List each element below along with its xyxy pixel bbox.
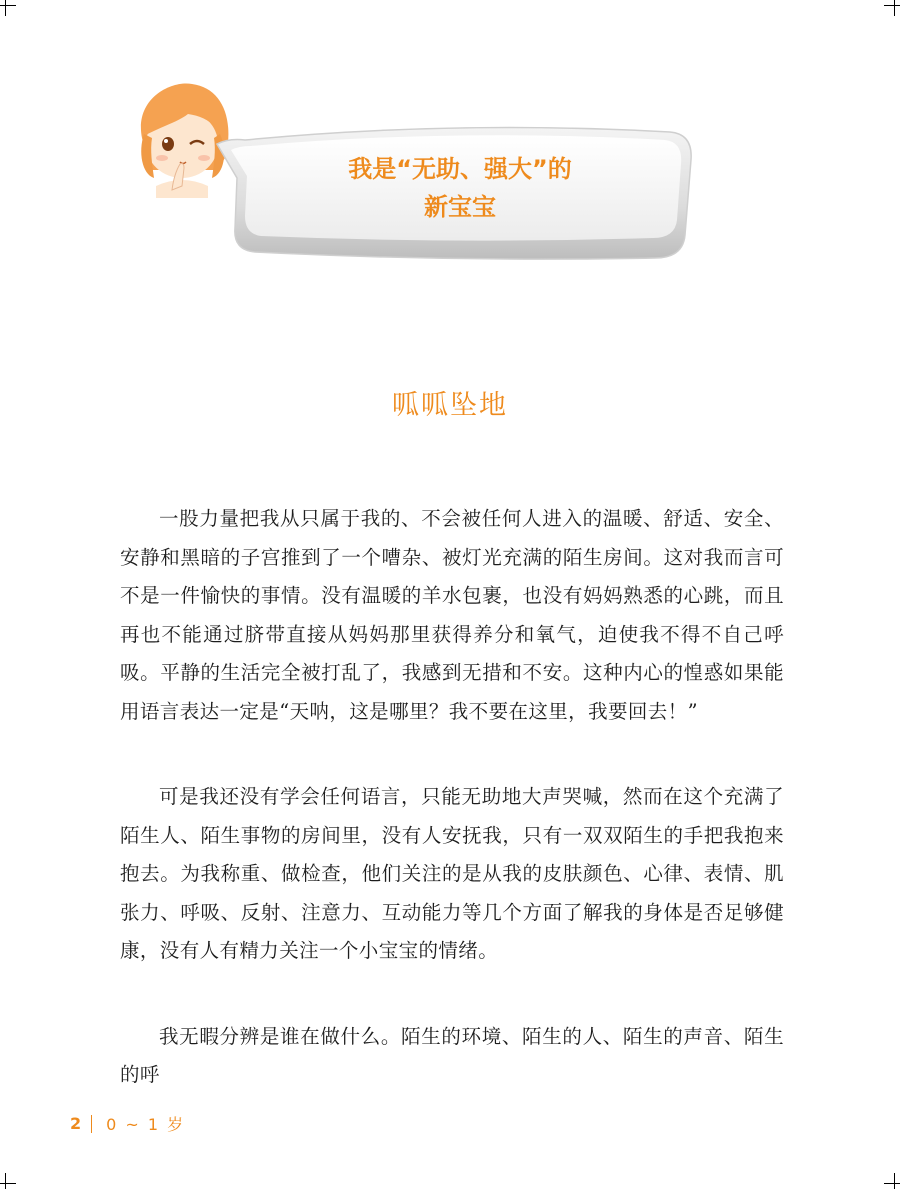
crop-mark-bottom-left-h: [0, 1183, 16, 1184]
page-footer: [70, 1112, 185, 1135]
page-number: 2: [70, 1114, 82, 1133]
chapter-title: [240, 150, 680, 226]
age-range-label: 0 ~ 1 岁: [106, 1115, 186, 1134]
body-text: [120, 500, 784, 1142]
crop-mark-bottom-right-v: [894, 1173, 895, 1189]
crop-mark-top-right-h: [884, 5, 900, 6]
chapter-title-line-1: 我是“无助、强大”的: [348, 155, 572, 183]
paragraph-1: 一股力量把我从只属于我的、不会被任何人进入的温暖、舒适、安全、安静和黑暗的子宫推到了一个嘈杂、被灯光充满的陌生房间。这对我而言可不是一件愉快的事情。没有温暖的羊水包裹，也没有妈妈熟悉的心跳，而且再也不能通过脐带直接从妈妈那里获得养分和氧气，迫使我不得不自己呼吸。平静的生活完全被打乱了，我感到无措和不安。这种内心的惶惑如果能用语言表达一定是“天呐，这是哪里？我不要在这里，我要回去！”: [120, 507, 784, 723]
section-title: 呱呱坠地: [392, 390, 508, 421]
footer-divider: [91, 1115, 92, 1133]
paragraph-2: 可是我还没有学会任何语言，只能无助地大声哭喊，然而在这个充满了陌生人、陌生事物的房间里，没有人安抚我，只有一双双陌生的手把我抱来抱去。为我称重、做检查，他们关注的是从我的皮肤颜色、心律、表情、肌张力、呼吸、反射、注意力、互动能力等几个方面了解我的身体是否足够健康，没有人有精力关注一个小宝宝的情绪。: [120, 785, 784, 962]
crop-mark-top-left-h: [0, 5, 16, 6]
crop-mark-bottom-left-v: [5, 1173, 6, 1189]
paragraph-3: 我无暇分辨是谁在做什么。陌生的环境、陌生的人、陌生的声音、陌生的呼: [120, 1024, 784, 1086]
crop-mark-top-left-v: [5, 0, 6, 16]
crop-mark-bottom-right-h: [884, 1183, 900, 1184]
crop-mark-top-right-v: [894, 0, 895, 16]
chapter-title-line-2: 新宝宝: [424, 193, 496, 221]
